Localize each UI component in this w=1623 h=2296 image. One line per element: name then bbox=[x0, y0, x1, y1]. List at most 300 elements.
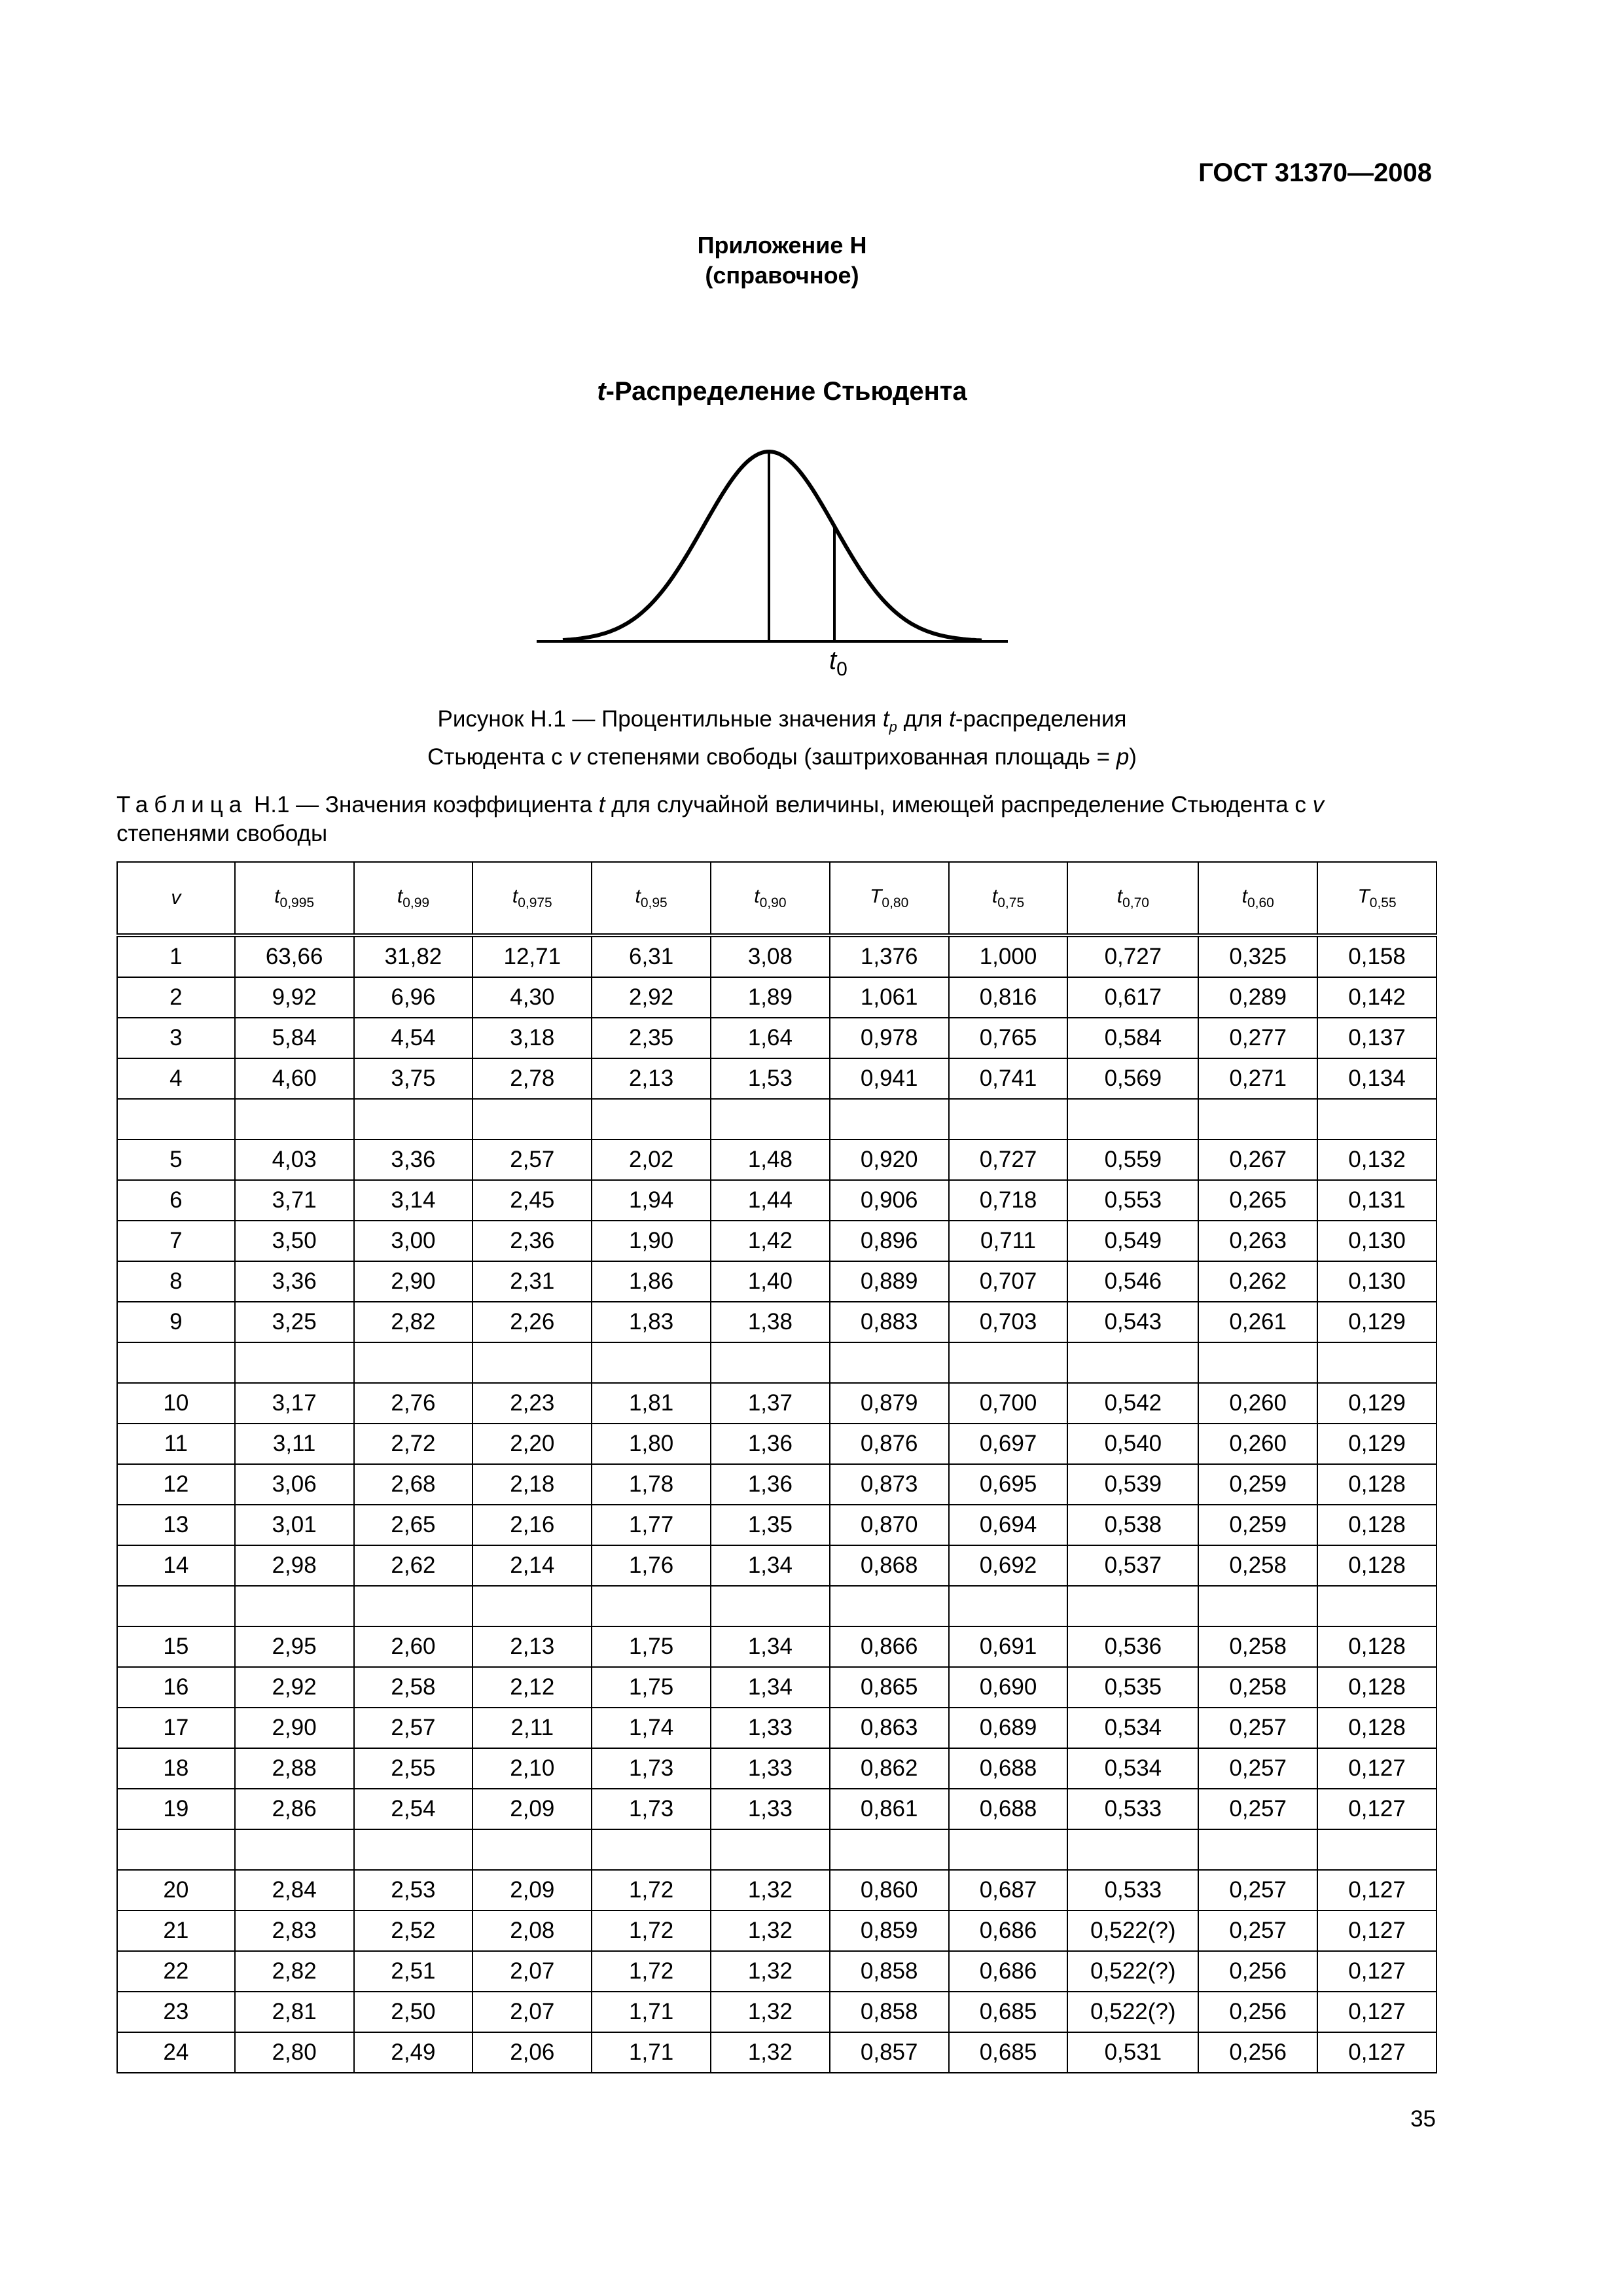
cell-v: 15 bbox=[117, 1626, 235, 1667]
cell-value: 31,82 bbox=[354, 935, 473, 977]
cell-value: 2,62 bbox=[354, 1545, 473, 1586]
cell-value: 1,33 bbox=[711, 1789, 830, 1829]
cell-value: 0,695 bbox=[949, 1464, 1068, 1505]
cell-value: 1,32 bbox=[711, 2032, 830, 2073]
group-spacer-row bbox=[117, 1099, 1436, 1139]
cell-value: 0,906 bbox=[830, 1180, 949, 1221]
cell-value: 3,11 bbox=[235, 1424, 354, 1464]
group-spacer-row bbox=[117, 1342, 1436, 1383]
cell-value: 5,84 bbox=[235, 1018, 354, 1058]
table-caption-line2: степенями свободы bbox=[116, 821, 328, 846]
cell-value: 4,54 bbox=[354, 1018, 473, 1058]
cell-value: 2,78 bbox=[473, 1058, 592, 1099]
spacer-cell bbox=[117, 1829, 235, 1870]
cell-value: 0,127 bbox=[1317, 1951, 1436, 1992]
cell-value: 0,277 bbox=[1198, 1018, 1317, 1058]
table-row bbox=[117, 1748, 1436, 1789]
cell-v: 21 bbox=[117, 1910, 235, 1951]
cell-value: 0,158 bbox=[1317, 935, 1436, 977]
cell-value: 1,73 bbox=[592, 1789, 711, 1829]
cell-value: 0,531 bbox=[1067, 2032, 1198, 2073]
cell-value: 0,694 bbox=[949, 1505, 1068, 1545]
cell-value: 0,685 bbox=[949, 2032, 1068, 2073]
cell-value: 1,061 bbox=[830, 977, 949, 1018]
cell-value: 1,81 bbox=[592, 1383, 711, 1424]
cell-value: 1,32 bbox=[711, 1910, 830, 1951]
header-col-9: $t_{0,60}$ bbox=[1198, 862, 1317, 935]
cell-value: 1,75 bbox=[592, 1667, 711, 1708]
table-caption: Таблица Н.1 — Значения коэффициента t для случайной величины, имеющей распределение Стьюдента с v степенями свободы bbox=[116, 792, 1325, 846]
spacer-cell bbox=[1198, 1099, 1317, 1139]
table-row bbox=[117, 1302, 1436, 1342]
cell-v: 13 bbox=[117, 1505, 235, 1545]
cell-value: 0,816 bbox=[949, 977, 1068, 1018]
cell-value: 0,522(?) bbox=[1067, 1992, 1198, 2032]
cell-value: 0,688 bbox=[949, 1748, 1068, 1789]
cell-value: 1,33 bbox=[711, 1708, 830, 1748]
spacer-cell bbox=[1067, 1829, 1198, 1870]
cell-value: 2,92 bbox=[592, 977, 711, 1018]
cell-value: 2,55 bbox=[354, 1748, 473, 1789]
header-col-3: $t_{0,975}$ bbox=[473, 862, 592, 935]
cell-value: 2,80 bbox=[235, 2032, 354, 2073]
cell-value: 0,896 bbox=[830, 1221, 949, 1261]
cell-value: 0,859 bbox=[830, 1910, 949, 1951]
cell-value: 0,130 bbox=[1317, 1221, 1436, 1261]
section-title bbox=[0, 377, 1564, 406]
cell-v: 8 bbox=[117, 1261, 235, 1302]
cell-value: 0,289 bbox=[1198, 977, 1317, 1018]
cell-value: 0,137 bbox=[1317, 1018, 1436, 1058]
cell-value: 1,34 bbox=[711, 1626, 830, 1667]
cell-value: 0,127 bbox=[1317, 1748, 1436, 1789]
cell-value: 2,12 bbox=[473, 1667, 592, 1708]
cell-value: 0,727 bbox=[949, 1139, 1068, 1180]
cell-value: 2,57 bbox=[354, 1708, 473, 1748]
cell-value: 0,549 bbox=[1067, 1221, 1198, 1261]
table-row bbox=[117, 1910, 1436, 1951]
cell-v: 6 bbox=[117, 1180, 235, 1221]
spacer-cell bbox=[1067, 1342, 1198, 1383]
cell-value: 2,54 bbox=[354, 1789, 473, 1829]
cell-value: 2,57 bbox=[473, 1139, 592, 1180]
cell-value: 2,08 bbox=[473, 1910, 592, 1951]
cell-value: 0,127 bbox=[1317, 1992, 1436, 2032]
cell-value: 1,53 bbox=[711, 1058, 830, 1099]
cell-value: 0,718 bbox=[949, 1180, 1068, 1221]
header-col-10: $T_{0,55}$ bbox=[1317, 862, 1436, 935]
table-row bbox=[117, 1951, 1436, 1992]
cell-value: 0,686 bbox=[949, 1910, 1068, 1951]
table-row bbox=[117, 1261, 1436, 1302]
cell-v: 10 bbox=[117, 1383, 235, 1424]
cell-value: 1,376 bbox=[830, 935, 949, 977]
section-title-italic: t bbox=[597, 377, 606, 406]
cell-value: 2,16 bbox=[473, 1505, 592, 1545]
cell-v: 4 bbox=[117, 1058, 235, 1099]
cell-value: 4,03 bbox=[235, 1139, 354, 1180]
cell-value: 0,688 bbox=[949, 1789, 1068, 1829]
cell-value: 0,128 bbox=[1317, 1626, 1436, 1667]
cell-v: 20 bbox=[117, 1870, 235, 1910]
cell-value: 0,858 bbox=[830, 1992, 949, 2032]
spacer-cell bbox=[1198, 1342, 1317, 1383]
cell-value: 0,536 bbox=[1067, 1626, 1198, 1667]
spacer-cell bbox=[711, 1099, 830, 1139]
spacer-cell bbox=[1317, 1829, 1436, 1870]
cell-value: 1,76 bbox=[592, 1545, 711, 1586]
spacer-cell bbox=[235, 1342, 354, 1383]
cell-value: 0,257 bbox=[1198, 1789, 1317, 1829]
cell-value: 2,13 bbox=[473, 1626, 592, 1667]
cell-value: 0,700 bbox=[949, 1383, 1068, 1424]
spacer-cell bbox=[1317, 1586, 1436, 1626]
spacer-cell bbox=[592, 1342, 711, 1383]
header-col-5: $t_{0,90}$ bbox=[711, 862, 830, 935]
cell-v: 12 bbox=[117, 1464, 235, 1505]
cell-value: 1,32 bbox=[711, 1992, 830, 2032]
cell-value: 1,72 bbox=[592, 1910, 711, 1951]
cell-value: 0,533 bbox=[1067, 1789, 1198, 1829]
t-distribution-figure bbox=[537, 445, 1021, 694]
cell-value: 0,691 bbox=[949, 1626, 1068, 1667]
cell-v: 23 bbox=[117, 1992, 235, 2032]
cell-value: 2,68 bbox=[354, 1464, 473, 1505]
cell-value: 2,83 bbox=[235, 1910, 354, 1951]
spacer-cell bbox=[235, 1586, 354, 1626]
header-col-7: $t_{0,75}$ bbox=[949, 862, 1068, 935]
table-row bbox=[117, 935, 1436, 977]
cell-value: 2,72 bbox=[354, 1424, 473, 1464]
cell-value: 0,540 bbox=[1067, 1424, 1198, 1464]
cell-value: 0,533 bbox=[1067, 1870, 1198, 1910]
cell-value: 2,09 bbox=[473, 1870, 592, 1910]
cell-value: 3,75 bbox=[354, 1058, 473, 1099]
cell-value: 0,542 bbox=[1067, 1383, 1198, 1424]
cell-value: 0,258 bbox=[1198, 1667, 1317, 1708]
spacer-cell bbox=[1317, 1099, 1436, 1139]
table-row bbox=[117, 1058, 1436, 1099]
section-title-rest: -Распределение Стьюдента bbox=[605, 377, 967, 406]
cell-value: 2,35 bbox=[592, 1018, 711, 1058]
cell-value: 0,707 bbox=[949, 1261, 1068, 1302]
cell-value: 0,258 bbox=[1198, 1626, 1317, 1667]
cell-value: 0,128 bbox=[1317, 1708, 1436, 1748]
cell-value: 0,134 bbox=[1317, 1058, 1436, 1099]
cell-value: 0,687 bbox=[949, 1870, 1068, 1910]
cell-value: 0,920 bbox=[830, 1139, 949, 1180]
cell-value: 9,92 bbox=[235, 977, 354, 1018]
figure-caption-line1: Рисунок Н.1 — Процентильные значения $t_p$ для t-распределения bbox=[437, 706, 1127, 735]
figure-caption-line2: Стьюдента с v степенями свободы (заштрихованная площадь = p) bbox=[427, 744, 1137, 770]
header-col-8: $t_{0,70}$ bbox=[1067, 862, 1198, 935]
cell-value: 0,257 bbox=[1198, 1708, 1317, 1748]
cell-value: 1,40 bbox=[711, 1261, 830, 1302]
cell-v: 5 bbox=[117, 1139, 235, 1180]
bell-curve bbox=[563, 452, 982, 641]
cell-value: 0,127 bbox=[1317, 1870, 1436, 1910]
cell-v: 22 bbox=[117, 1951, 235, 1992]
cell-value: 2,51 bbox=[354, 1951, 473, 1992]
cell-value: 3,50 bbox=[235, 1221, 354, 1261]
cell-value: 1,36 bbox=[711, 1464, 830, 1505]
cell-v: 7 bbox=[117, 1221, 235, 1261]
cell-value: 1,32 bbox=[711, 1870, 830, 1910]
spacer-cell bbox=[1067, 1586, 1198, 1626]
cell-value: 0,259 bbox=[1198, 1464, 1317, 1505]
cell-value: 0,883 bbox=[830, 1302, 949, 1342]
cell-value: 2,13 bbox=[592, 1058, 711, 1099]
spacer-cell bbox=[592, 1099, 711, 1139]
cell-value: 0,131 bbox=[1317, 1180, 1436, 1221]
cell-value: 0,538 bbox=[1067, 1505, 1198, 1545]
cell-value: 0,862 bbox=[830, 1748, 949, 1789]
table-row bbox=[117, 1992, 1436, 2032]
header-col-2: $t_{0,99}$ bbox=[354, 862, 473, 935]
spacer-cell bbox=[354, 1342, 473, 1383]
cell-value: 1,36 bbox=[711, 1424, 830, 1464]
cell-v: 9 bbox=[117, 1302, 235, 1342]
cell-value: 1,33 bbox=[711, 1748, 830, 1789]
cell-value: 0,879 bbox=[830, 1383, 949, 1424]
annex-title: Приложение Н bbox=[697, 232, 867, 259]
cell-v: 3 bbox=[117, 1018, 235, 1058]
cell-value: 0,553 bbox=[1067, 1180, 1198, 1221]
cell-value: 1,64 bbox=[711, 1018, 830, 1058]
cell-value: 1,000 bbox=[949, 935, 1068, 977]
cell-value: 1,42 bbox=[711, 1221, 830, 1261]
table-header-row bbox=[117, 862, 1436, 935]
cell-value: 0,692 bbox=[949, 1545, 1068, 1586]
cell-value: 1,89 bbox=[711, 977, 830, 1018]
cell-value: 0,868 bbox=[830, 1545, 949, 1586]
spacer-cell bbox=[830, 1829, 949, 1870]
cell-value: 0,263 bbox=[1198, 1221, 1317, 1261]
cell-value: 0,703 bbox=[949, 1302, 1068, 1342]
cell-value: 0,256 bbox=[1198, 2032, 1317, 2073]
cell-v: 14 bbox=[117, 1545, 235, 1586]
cell-value: 0,873 bbox=[830, 1464, 949, 1505]
table-row bbox=[117, 1789, 1436, 1829]
cell-value: 0,265 bbox=[1198, 1180, 1317, 1221]
spacer-cell bbox=[592, 1829, 711, 1870]
cell-value: 1,32 bbox=[711, 1951, 830, 1992]
spacer-cell bbox=[592, 1586, 711, 1626]
table-row bbox=[117, 1139, 1436, 1180]
cell-value: 63,66 bbox=[235, 935, 354, 977]
cell-v: 17 bbox=[117, 1708, 235, 1748]
cell-value: 2,95 bbox=[235, 1626, 354, 1667]
spacer-cell bbox=[1317, 1342, 1436, 1383]
spacer-cell bbox=[711, 1586, 830, 1626]
cell-value: 2,18 bbox=[473, 1464, 592, 1505]
table-row bbox=[117, 1464, 1436, 1505]
cell-value: 0,259 bbox=[1198, 1505, 1317, 1545]
cell-value: 2,20 bbox=[473, 1424, 592, 1464]
cell-value: 0,727 bbox=[1067, 935, 1198, 977]
table-row bbox=[117, 1667, 1436, 1708]
cell-value: 12,71 bbox=[473, 935, 592, 977]
cell-value: 0,256 bbox=[1198, 1951, 1317, 1992]
cell-value: 0,534 bbox=[1067, 1748, 1198, 1789]
cell-value: 2,92 bbox=[235, 1667, 354, 1708]
table-row bbox=[117, 1424, 1436, 1464]
cell-v: 18 bbox=[117, 1748, 235, 1789]
cell-value: 0,258 bbox=[1198, 1545, 1317, 1586]
spacer-cell bbox=[473, 1586, 592, 1626]
cell-value: 1,75 bbox=[592, 1626, 711, 1667]
group-spacer-row bbox=[117, 1829, 1436, 1870]
cell-value: 3,08 bbox=[711, 935, 830, 977]
cell-value: 0,256 bbox=[1198, 1992, 1317, 2032]
spacer-cell bbox=[711, 1342, 830, 1383]
cell-v: 24 bbox=[117, 2032, 235, 2073]
cell-value: 2,49 bbox=[354, 2032, 473, 2073]
table-row bbox=[117, 1505, 1436, 1545]
cell-value: 0,686 bbox=[949, 1951, 1068, 1992]
cell-value: 0,142 bbox=[1317, 977, 1436, 1018]
cell-value: 2,53 bbox=[354, 1870, 473, 1910]
page-number: 35 bbox=[1410, 2106, 1436, 2132]
spacer-cell bbox=[830, 1099, 949, 1139]
cell-value: 1,74 bbox=[592, 1708, 711, 1748]
cell-value: 0,941 bbox=[830, 1058, 949, 1099]
cell-value: 0,546 bbox=[1067, 1261, 1198, 1302]
cell-value: 0,584 bbox=[1067, 1018, 1198, 1058]
cell-value: 2,45 bbox=[473, 1180, 592, 1221]
student-t-table bbox=[116, 861, 1437, 2073]
cell-value: 2,36 bbox=[473, 1221, 592, 1261]
cell-value: 0,866 bbox=[830, 1626, 949, 1667]
cell-value: 0,697 bbox=[949, 1424, 1068, 1464]
table-row bbox=[117, 1870, 1436, 1910]
spacer-cell bbox=[949, 1586, 1068, 1626]
cell-value: 2,86 bbox=[235, 1789, 354, 1829]
cell-value: 0,129 bbox=[1317, 1302, 1436, 1342]
cell-value: 0,711 bbox=[949, 1221, 1068, 1261]
cell-value: 2,82 bbox=[354, 1302, 473, 1342]
cell-value: 2,26 bbox=[473, 1302, 592, 1342]
table-row bbox=[117, 1626, 1436, 1667]
cell-value: 0,261 bbox=[1198, 1302, 1317, 1342]
cell-value: 0,535 bbox=[1067, 1667, 1198, 1708]
cell-value: 0,978 bbox=[830, 1018, 949, 1058]
table-caption-label: Таблица bbox=[116, 792, 248, 817]
spacer-cell bbox=[1198, 1829, 1317, 1870]
cell-value: 3,25 bbox=[235, 1302, 354, 1342]
annex-heading bbox=[0, 230, 1564, 291]
table-row bbox=[117, 1180, 1436, 1221]
cell-value: 0,860 bbox=[830, 1870, 949, 1910]
cell-value: 3,17 bbox=[235, 1383, 354, 1424]
cell-value: 1,78 bbox=[592, 1464, 711, 1505]
spacer-cell bbox=[354, 1829, 473, 1870]
spacer-cell bbox=[117, 1342, 235, 1383]
cell-value: 2,11 bbox=[473, 1708, 592, 1748]
cell-value: 2,31 bbox=[473, 1261, 592, 1302]
cell-value: 0,130 bbox=[1317, 1261, 1436, 1302]
cell-value: 2,90 bbox=[235, 1708, 354, 1748]
table-row bbox=[117, 2032, 1436, 2073]
cell-value: 0,271 bbox=[1198, 1058, 1317, 1099]
group-spacer-row bbox=[117, 1586, 1436, 1626]
cell-value: 2,65 bbox=[354, 1505, 473, 1545]
standard-number: ГОСТ 31370—2008 bbox=[1198, 158, 1432, 187]
cell-value: 0,257 bbox=[1198, 1910, 1317, 1951]
cell-value: 0,128 bbox=[1317, 1667, 1436, 1708]
cell-value: 6,31 bbox=[592, 935, 711, 977]
cell-value: 2,60 bbox=[354, 1626, 473, 1667]
header-v: v bbox=[117, 862, 235, 935]
table-row bbox=[117, 1018, 1436, 1058]
spacer-cell bbox=[117, 1586, 235, 1626]
cell-value: 0,870 bbox=[830, 1505, 949, 1545]
cell-value: 0,689 bbox=[949, 1708, 1068, 1748]
cell-value: 0,861 bbox=[830, 1789, 949, 1829]
spacer-cell bbox=[235, 1099, 354, 1139]
cell-value: 2,07 bbox=[473, 1951, 592, 1992]
cell-value: 2,84 bbox=[235, 1870, 354, 1910]
cell-value: 1,90 bbox=[592, 1221, 711, 1261]
cell-value: 0,559 bbox=[1067, 1139, 1198, 1180]
cell-value: 0,260 bbox=[1198, 1383, 1317, 1424]
header-col-4: $t_{0,95}$ bbox=[592, 862, 711, 935]
cell-value: 0,129 bbox=[1317, 1424, 1436, 1464]
cell-value: 0,128 bbox=[1317, 1464, 1436, 1505]
cell-value: 3,06 bbox=[235, 1464, 354, 1505]
cell-value: 0,534 bbox=[1067, 1708, 1198, 1748]
cell-value: 2,14 bbox=[473, 1545, 592, 1586]
cell-value: 1,72 bbox=[592, 1951, 711, 1992]
cell-value: 1,71 bbox=[592, 1992, 711, 2032]
cell-value: 3,71 bbox=[235, 1180, 354, 1221]
cell-value: 0,127 bbox=[1317, 1789, 1436, 1829]
spacer-cell bbox=[117, 1099, 235, 1139]
cell-value: 0,539 bbox=[1067, 1464, 1198, 1505]
cell-v: 2 bbox=[117, 977, 235, 1018]
cell-value: 0,857 bbox=[830, 2032, 949, 2073]
cell-value: 0,260 bbox=[1198, 1424, 1317, 1464]
table-row bbox=[117, 1383, 1436, 1424]
cell-value: 0,543 bbox=[1067, 1302, 1198, 1342]
cell-value: 2,09 bbox=[473, 1789, 592, 1829]
cell-value: 0,863 bbox=[830, 1708, 949, 1748]
cell-value: 2,50 bbox=[354, 1992, 473, 2032]
cell-value: 0,741 bbox=[949, 1058, 1068, 1099]
spacer-cell bbox=[830, 1586, 949, 1626]
cell-value: 3,01 bbox=[235, 1505, 354, 1545]
cell-value: 2,23 bbox=[473, 1383, 592, 1424]
table-row bbox=[117, 1221, 1436, 1261]
cell-value: 0,765 bbox=[949, 1018, 1068, 1058]
cell-value: 2,52 bbox=[354, 1910, 473, 1951]
cell-value: 0,267 bbox=[1198, 1139, 1317, 1180]
cell-value: 0,865 bbox=[830, 1667, 949, 1708]
cell-value: 2,10 bbox=[473, 1748, 592, 1789]
cell-value: 0,617 bbox=[1067, 977, 1198, 1018]
cell-value: 0,685 bbox=[949, 1992, 1068, 2032]
cell-value: 1,77 bbox=[592, 1505, 711, 1545]
spacer-cell bbox=[711, 1829, 830, 1870]
cell-value: 1,37 bbox=[711, 1383, 830, 1424]
table-row bbox=[117, 1708, 1436, 1748]
cell-value: 0,537 bbox=[1067, 1545, 1198, 1586]
spacer-cell bbox=[473, 1099, 592, 1139]
cell-value: 2,06 bbox=[473, 2032, 592, 2073]
cell-value: 1,48 bbox=[711, 1139, 830, 1180]
header-col-6: $T_{0,80}$ bbox=[830, 862, 949, 935]
t0-label: $t_0$ bbox=[829, 646, 847, 680]
